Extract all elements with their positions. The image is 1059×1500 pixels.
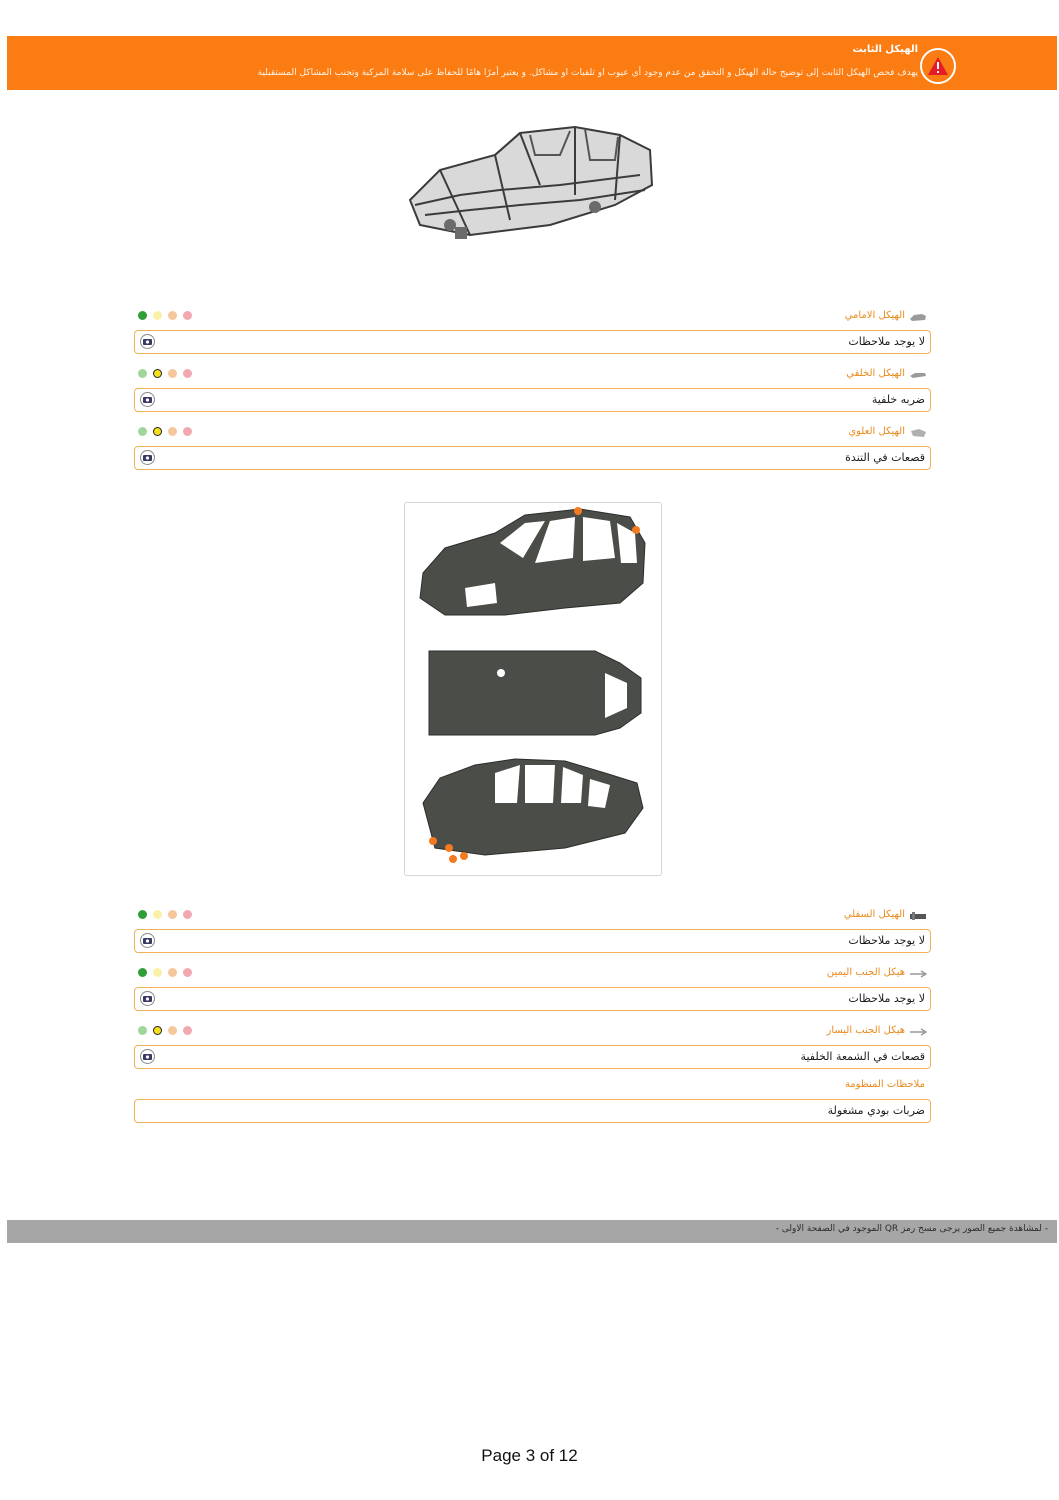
- status-dot-green: [138, 311, 147, 320]
- status-dot-yellow: [153, 1026, 162, 1035]
- camera-button[interactable]: [140, 933, 155, 948]
- status-dot-green: [138, 427, 147, 436]
- result-value: لا يوجد ملاحظات: [848, 992, 925, 1005]
- right-side-section: [134, 965, 931, 1011]
- result-field: [134, 929, 931, 953]
- status-dot-orange: [168, 311, 177, 320]
- status-dot-orange: [168, 968, 177, 977]
- status-dot-orange: [168, 910, 177, 919]
- footer-note: - لمشاهدة جميع الصور يرجى مسح رمز QR الموجود في الصفحة الاولى -: [775, 1224, 1048, 1234]
- chassis-image: [400, 115, 660, 245]
- status-dot-green: [138, 968, 147, 977]
- status-indicator: [138, 369, 192, 378]
- status-indicator: [138, 910, 192, 919]
- camera-icon: [143, 937, 152, 944]
- status-dot-red: [183, 1026, 192, 1035]
- status-dot-yellow: [153, 311, 162, 320]
- under-chassis-section: [134, 907, 931, 953]
- section-label: هيكل الجنب اليسار: [826, 1025, 905, 1036]
- camera-icon: [143, 995, 152, 1002]
- status-dot-orange: [168, 369, 177, 378]
- section-label: الهيكل العلوي: [848, 426, 905, 437]
- front-chassis-section: [134, 308, 931, 354]
- section-label: هيكل الجنب اليمين: [826, 967, 905, 978]
- camera-icon: [143, 454, 152, 461]
- status-dot-orange: [168, 1026, 177, 1035]
- system-notes-section: [134, 1077, 931, 1123]
- result-field: [134, 987, 931, 1011]
- status-dot-green: [138, 1026, 147, 1035]
- section-description: يهدف فحص الهيكل الثابت إلى توضيح حالة الهيكل و التحقق من عدم وجود أي عيوب او تلفيات او مشاكل. و يعتبر أمرًا هامًا للحفاظ على سلامة المركبة وتجنب المشاكل المستقبلية: [257, 68, 918, 78]
- camera-icon: [143, 338, 152, 345]
- result-value: ضربه خلفية: [871, 393, 925, 406]
- section-label: الهيكل الخلفي: [846, 368, 905, 379]
- status-dot-yellow: [153, 369, 162, 378]
- status-dot-yellow: [153, 968, 162, 977]
- result-field: [134, 1045, 931, 1069]
- left-side-section: [134, 1023, 931, 1069]
- section-label: الهيكل السفلي: [843, 909, 905, 920]
- status-dot-green: [138, 369, 147, 378]
- footer-bar: [7, 1220, 1057, 1243]
- right-side-icon: [909, 969, 927, 979]
- camera-button[interactable]: [140, 450, 155, 465]
- roof-chassis-icon: [909, 428, 927, 438]
- status-dot-red: [183, 968, 192, 977]
- notes-value: ضربات بودي مشغولة: [827, 1104, 925, 1117]
- status-dot-red: [183, 910, 192, 919]
- notes-field: [134, 1099, 931, 1123]
- result-value: قصعات في التندة: [845, 451, 925, 464]
- damage-diagram: [404, 502, 662, 876]
- rear-chassis-icon: [909, 370, 927, 380]
- page-number: Page 3 of 12: [481, 1446, 578, 1465]
- camera-icon: [143, 396, 152, 403]
- notes-label: ملاحظات المنظومة: [844, 1079, 925, 1090]
- rear-chassis-section: [134, 366, 931, 412]
- camera-button[interactable]: [140, 991, 155, 1006]
- camera-button[interactable]: [140, 1049, 155, 1064]
- result-value: قصعات في الشمعة الخلفية: [800, 1050, 925, 1063]
- status-dot-red: [183, 427, 192, 436]
- result-field: [134, 388, 931, 412]
- section-title: الهيكل الثابت: [852, 44, 918, 55]
- warning-icon: [920, 48, 956, 84]
- status-indicator: [138, 427, 192, 436]
- result-field: [134, 330, 931, 354]
- status-dot-red: [183, 369, 192, 378]
- result-value: لا يوجد ملاحظات: [848, 335, 925, 348]
- status-indicator: [138, 968, 192, 977]
- result-value: لا يوجد ملاحظات: [848, 934, 925, 947]
- status-indicator: [138, 311, 192, 320]
- status-dot-red: [183, 311, 192, 320]
- roof-chassis-section: [134, 424, 931, 470]
- status-dot-yellow: [153, 427, 162, 436]
- section-label: الهيكل الامامي: [844, 310, 905, 321]
- under-chassis-icon: [909, 911, 927, 921]
- chassis-diagram: [405, 503, 661, 875]
- left-side-icon: [909, 1027, 927, 1037]
- front-chassis-icon: [909, 312, 927, 322]
- camera-button[interactable]: [140, 392, 155, 407]
- status-dot-orange: [168, 427, 177, 436]
- status-indicator: [138, 1026, 192, 1035]
- status-dot-green: [138, 910, 147, 919]
- result-field: [134, 446, 931, 470]
- camera-button[interactable]: [140, 334, 155, 349]
- status-dot-yellow: [153, 910, 162, 919]
- camera-icon: [143, 1053, 152, 1060]
